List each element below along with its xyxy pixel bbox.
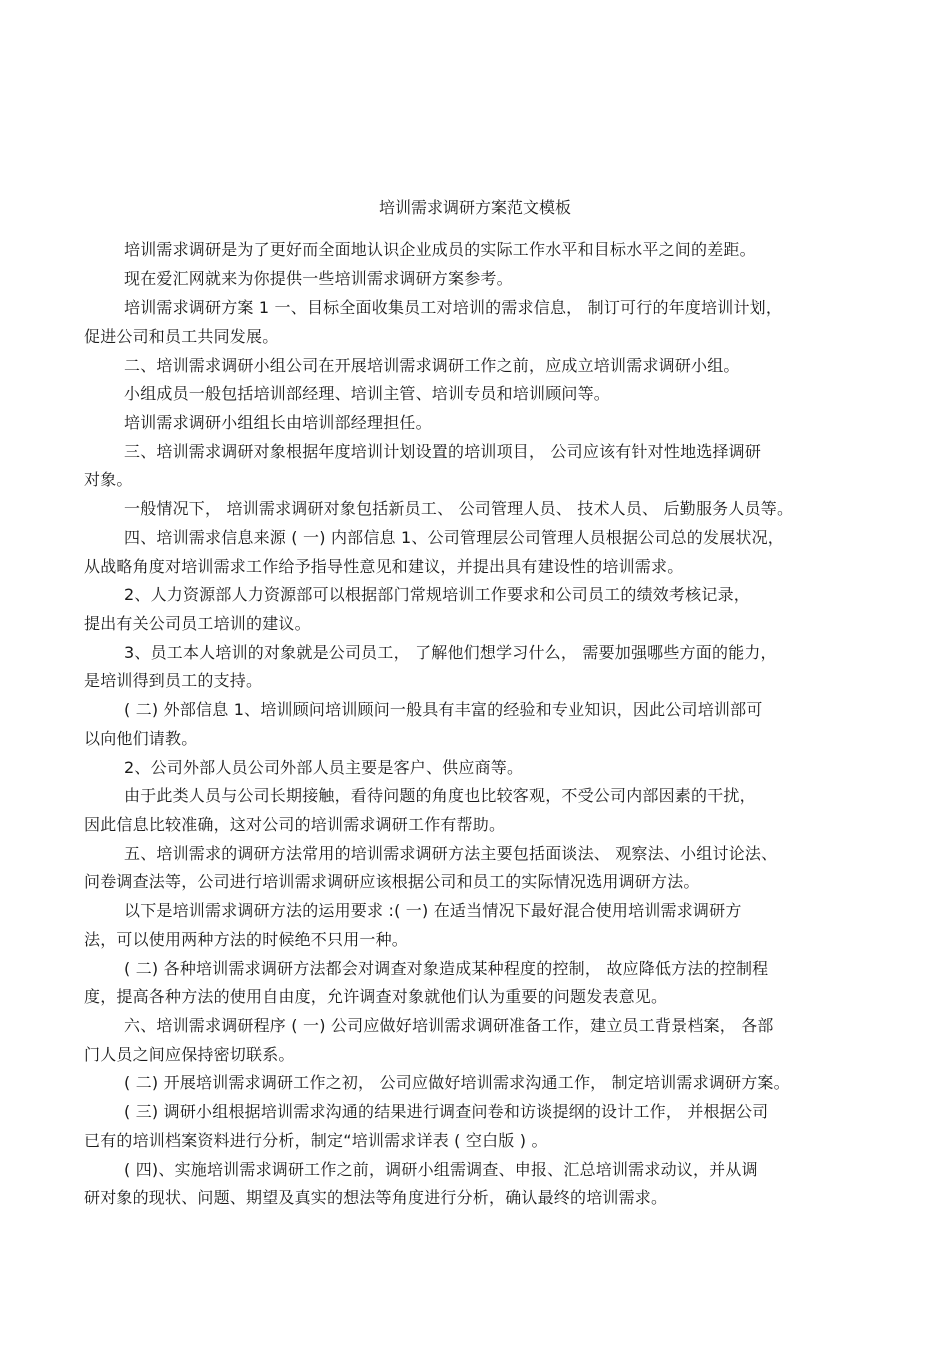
paragraph-line: 现在爱汇网就来为你提供一些培训需求调研方案参考。	[124, 269, 513, 288]
paragraph-line: 2、人力资源部人力资源部可以根据部门常规培训工作要求和公司员工的绩效考核记录，	[124, 585, 750, 604]
paragraph-line: ( 二) 各种培训需求调研方法都会对调查对象造成某种程度的控制， 故应降低方法的控制程	[124, 959, 769, 978]
paragraph-line: 3、员工本人培训的对象就是公司员工， 了解他们想学习什么， 需要加强哪些方面的能力，	[124, 643, 777, 662]
document-title: 培训需求调研方案范文模板	[378, 198, 571, 217]
paragraph-line: 度，提高各种方法的使用自由度，允许调查对象就他们认为重要的问题发表意见。	[84, 987, 668, 1006]
paragraph-line: 由于此类人员与公司长期接触，看待问题的角度也比较客观，不受公司内部因素的干扰，	[124, 786, 756, 805]
paragraph-line: 已有的培训档案资料进行分析，制定“培训需求详表 ( 空白版 ) 。	[84, 1131, 548, 1150]
paragraph-line: 三、培训需求调研对象根据年度培训计划设置的培训项目， 公司应该有针对性地选择调研	[124, 442, 762, 461]
paragraph-line: 提出有关公司员工培训的建议。	[84, 614, 311, 633]
paragraph-line: 二、培训需求调研小组公司在开展培训需求调研工作之前，应成立培训需求调研小组。	[124, 356, 740, 375]
paragraph-line: 培训需求调研方案 1 一、目标全面收集员工对培训的需求信息， 制订可行的年度培训计划，	[124, 298, 783, 317]
paragraph-line: 以下是培训需求调研方法的运用要求 :( 一) 在适当情况下最好混合使用培训需求调研方	[124, 901, 742, 920]
paragraph-line: 五、培训需求的调研方法常用的培训需求调研方法主要包括面谈法、 观察法、小组讨论法、	[124, 844, 778, 863]
paragraph-line: 四、培训需求信息来源 ( 一) 内部信息 1、公司管理层公司管理人员根据公司总的发展状况，	[124, 528, 785, 547]
paragraph-line: 门人员之间应保持密切联系。	[84, 1045, 295, 1064]
paragraph-line: 培训需求调研是为了更好而全面地认识企业成员的实际工作水平和目标水平之间的差距。	[124, 240, 756, 259]
paragraph-line: 2、公司外部人员公司外部人员主要是客户、供应商等。	[124, 758, 524, 777]
paragraph-line: 培训需求调研小组组长由培训部经理担任。	[124, 413, 432, 432]
paragraph-line: 小组成员一般包括培训部经理、培训主管、培训专员和培训顾问等。	[124, 384, 611, 403]
paragraph-line: 六、培训需求调研程序 ( 一) 公司应做好培训需求调研准备工作，建立员工背景档案， 各部	[124, 1016, 774, 1035]
paragraph-line: 以向他们请教。	[84, 729, 198, 748]
paragraph-line: 从战略角度对培训需求工作给予指导性意见和建议，并提出具有建设性的培训需求。	[84, 557, 684, 576]
paragraph-line: 研对象的现状、问题、期望及真实的想法等角度进行分析，确认最终的培训需求。	[84, 1188, 668, 1207]
paragraph-line: 法，可以使用两种方法的时候绝不只用一种。	[84, 930, 409, 949]
paragraph-line: 对象。	[84, 470, 133, 489]
paragraph-line: ( 三) 调研小组根据培训需求沟通的结果进行调查问卷和访谈提纲的设计工作， 并根据公司	[124, 1102, 769, 1121]
paragraph-line: 一般情况下， 培训需求调研对象包括新员工、 公司管理人员、 技术人员、 后勤服务人员等。	[124, 499, 794, 518]
paragraph-line: ( 二) 开展培训需求调研工作之初， 公司应做好培训需求沟通工作， 制定培训需求调研方案。	[124, 1073, 790, 1092]
paragraph-line: 促进公司和员工共同发展。	[84, 327, 279, 346]
paragraph-line: 因此信息比较准确，这对公司的培训需求调研工作有帮助。	[84, 815, 506, 834]
paragraph-line: ( 二) 外部信息 1、培训顾问培训顾问一般具有丰富的经验和专业知识，因此公司培训部可	[124, 700, 763, 719]
paragraph-line: 是培训得到员工的支持。	[84, 671, 263, 690]
paragraph-line: ( 四)、实施培训需求调研工作之前，调研小组需调查、申报、汇总培训需求动议，并从调	[124, 1160, 758, 1179]
paragraph-line: 问卷调查法等，公司进行培训需求调研应该根据公司和员工的实际情况选用调研方法。	[84, 872, 700, 891]
